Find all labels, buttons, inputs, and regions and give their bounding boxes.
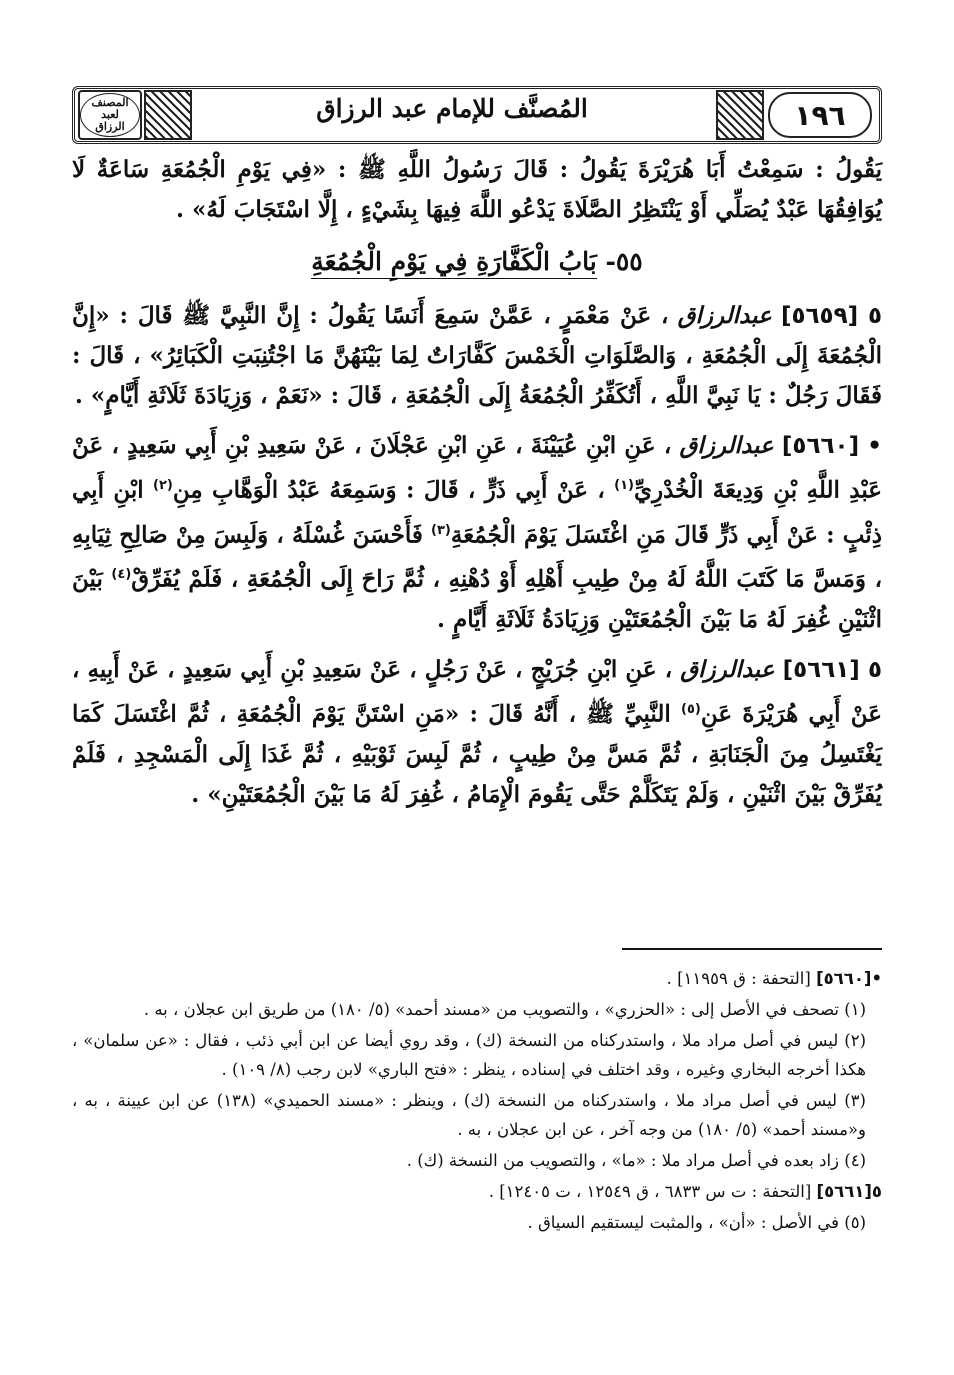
footnote-3: (٣) ليس في أصل مراد ملا ، واستدركناه من النسخة (ك) ، وينظر : «مسند الحميدي» (١٣٨) عن ابن عيينة ، به ، و«مسند أحمد» (٥/ ١٨٠) من وجه آخر ، عن ابن عجلان ، به . bbox=[72, 1090, 866, 1139]
hadith-text: ، عَنِ ابْنِ عُيَيْنَةَ ، عَنِ ابْنِ عَجْلَانَ ، عَنْ سَعِيدِ بْنِ أَبِي سَعِيدٍ ، عَنْ عَبْدِ اللَّهِ بْنِ وَدِيعَةَ الْخُدْرِيِّ bbox=[72, 432, 882, 504]
hadith-text: النَّبِيِّ ﷺ ، أَنَّهُ قَالَ : «مَنِ اسْتَنَّ يَوْمَ الْجُمُعَةِ ، ثُمَّ اغْتَسَلَ كَمَا يَغْتَسِلُ مِنَ الْجَنَابَةِ ، ثُمَّ مَسَّ مِنْ طِيبٍ ، ثُمَّ لَبِسَ ثَوْبَيْهِ ، ثُمَّ غَدَا إِلَى الْمَسْجِدِ ، فَلَمْ يُفَرِّقْ بَيْنَ اثْنَيْنِ ، وَلَمْ يَتَكَلَّمْ حَتَّى يَقُومَ الْإِمَامُ ، غُفِرَ لَهُ مَا بَيْنَ الْجُمُعَتَيْنِ» . bbox=[72, 700, 882, 808]
footnote-ref[interactable]: (٣) bbox=[431, 522, 451, 538]
chapter-title: بَابُ الْكَفَّارَةِ فِي يَوْمِ الْجُمُعَةِ bbox=[311, 247, 597, 279]
takhrij-tag: ٥[٥٦٦١] bbox=[816, 1181, 882, 1201]
hadith-marker: ٥ [٥٦٥٩] bbox=[780, 303, 883, 329]
hadith-text: بَيْنَ اثْنَيْنِ غُفِرَ لَهُ مَا بَيْنَ الْجُمُعَتَيْنِ وَزِيَادَةُ ثَلَاثَةِ أَيَّامٍ . bbox=[72, 565, 882, 633]
takhrij-5660 bbox=[72, 964, 882, 993]
hadith-5661 bbox=[72, 650, 882, 815]
footnote-4: (٤) زاد بعده في أصل مراد ملا : «ما» ، والتصويب من النسخة (ك) . bbox=[406, 1150, 866, 1170]
hadith-text: ابْنِ أَبِي ذِئْبٍ : عَنْ أَبِي ذَرٍّ قَالَ مَنِ اغْتَسَلَ يَوْمَ الْجُمُعَةِ bbox=[72, 476, 882, 549]
footnote-ref[interactable]: (١) bbox=[614, 478, 634, 493]
takhrij-5661 bbox=[72, 1177, 882, 1206]
ornament-icon bbox=[716, 90, 764, 140]
emblem-text: المصنف لعبد الرزاق bbox=[80, 93, 140, 137]
footnotes bbox=[72, 948, 882, 1239]
footnote-ref[interactable]: (٥) bbox=[681, 701, 701, 717]
chapter-number: ٥٥- bbox=[605, 247, 643, 276]
ornament-icon bbox=[144, 90, 192, 140]
book-title: المُصنَّف للإمام عبد الرزاق bbox=[316, 94, 588, 123]
hadith-marker: ٥ [٥٦٦١] bbox=[782, 656, 882, 683]
footnote-2: (٢) ليس في أصل مراد ملا ، واستدركناه من النسخة (ك) ، وقد روي أيضا عن ابن أبي ذئب ، فقال : «عن سلمان» ، هكذا أخرجه البخاري وغيره ، وقد اختلف في إسناده ، ينظر : «فتح الباري» لابن رجب (٨/ ١٠٩) . bbox=[72, 1030, 866, 1079]
continuation-paragraph: يَقُولُ : سَمِعْتُ أَبَا هُرَيْرَةَ يَقُولُ : قَالَ رَسُولُ اللَّهِ ﷺ : «فِي يَوْمِ الْجُمُعَةِ سَاعَةٌ لَا يُوَافِقُهَا عَبْدٌ يُصَلِّي أَوْ يَنْتَظِرُ الصَّلَاةَ يَدْعُو اللَّهَ فِيهَا بِشَيْءٍ ، إِلَّا اسْتَجَابَ لَهُ» . bbox=[72, 156, 882, 223]
book-emblem bbox=[78, 90, 142, 140]
takhrij-text: [التحفة : ق ١١٩٥٩] . bbox=[666, 968, 811, 988]
footnote-divider bbox=[622, 948, 882, 950]
chapter-heading bbox=[72, 240, 882, 284]
author-name: عبدالرزاق bbox=[679, 432, 774, 459]
page-number: ١٩٦ bbox=[768, 92, 872, 138]
author-name: عبدالرزاق bbox=[680, 655, 775, 683]
hadith-5659 bbox=[72, 296, 882, 416]
footnote-5: (٥) في الأصل : «أن» ، والمثبت ليستقيم السياق . bbox=[527, 1212, 866, 1232]
hadith-text: ، عَنْ مَعْمَرٍ ، عَمَّنْ سَمِعَ أَنَسًا يَقُولُ : إِنَّ النَّبِيَّ ﷺ قَالَ : «إِنَّ الْجُمُعَةَ إِلَى الْجُمُعَةِ ، وَالصَّلَوَاتِ الْخَمْسَ كَفَّارَاتٌ لِمَا بَيْنَهُنَّ مَا اجْتُنِبَتِ الْكَبَائِرُ» ، قَالَ : فَقَالَ رَجُلٌ : يَا نَبِيَّ اللَّهِ ، أَتُكَفِّرُ الْجُمُعَةُ إِلَى الْجُمُعَةِ ، قَالَ : «نَعَمْ ، وَزِيَادَةَ ثَلَاثَةِ أَيَّامٍ» . bbox=[72, 302, 882, 409]
page-header bbox=[72, 86, 882, 144]
hadith-text: ، عَنِ ابْنِ جُرَيْجٍ ، عَنْ رَجُلٍ ، عَنْ سَعِيدِ بْنِ أَبِي سَعِيدٍ ، عَنْ أَبِيهِ ، عَنْ أَبِي هُرَيْرَةَ عَنِ bbox=[72, 655, 882, 728]
hadith-text: فَأَحْسَنَ غُسْلَهُ ، وَلَبِسَ مِنْ صَالِحِ ثِيَابِهِ ، وَمَسَّ مَا كَتَبَ اللَّهُ لَهُ مِنْ طِيبِ أَهْلِهِ أَوْ دُهْنِهِ ، ثُمَّ رَاحَ إِلَى الْجُمُعَةِ ، فَلَمْ يُفَرِّقْ bbox=[72, 521, 882, 593]
footnote-ref[interactable]: (٢) bbox=[152, 478, 173, 493]
hadith-marker: • [٥٦٦٠] bbox=[781, 433, 882, 459]
main-text bbox=[72, 150, 882, 825]
footnote-1: (١) تصحف في الأصل إلى : «الحزري» ، والتصويب من «مسند أحمد» (٥/ ١٨٠) من طريق ابن عجلان ، به . bbox=[143, 999, 866, 1019]
takhrij-text: [التحفة : ت س ٦٨٣٣ ، ق ١٢٥٤٩ ، ت ١٢٤٠٥] . bbox=[488, 1181, 812, 1201]
footnote-ref[interactable]: (٤) bbox=[111, 567, 132, 583]
hadith-text: ، عَنْ أَبِي ذَرٍّ ، قَالَ : وَسَمِعَهُ عَبْدُ الْوَهَّابِ مِنِ bbox=[172, 476, 605, 504]
takhrij-tag: •[٥٦٦٠] bbox=[816, 968, 882, 988]
hadith-5660 bbox=[72, 426, 882, 640]
author-name: عبدالرزاق bbox=[677, 302, 772, 329]
